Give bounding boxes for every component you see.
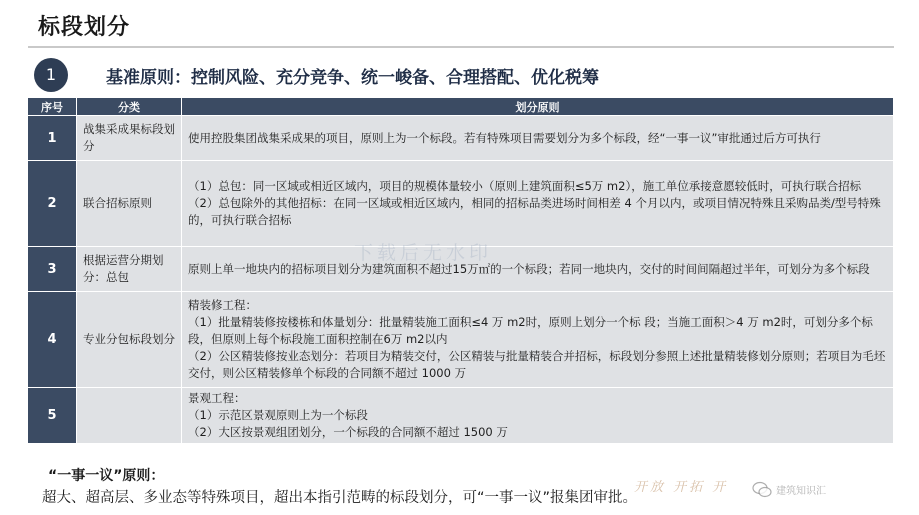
row-seq: 5 [28,388,77,444]
rule-line: 精装修工程： [188,298,257,312]
footer-title: “一事一议”原则： [48,468,165,484]
table-row [28,161,894,247]
watermark-brand-text: 建筑知识汇 [776,486,826,497]
row-seq: 1 [28,116,77,161]
section-number-badge: 1 [34,58,68,92]
rule-line: （1）示范区景观原则上为一个标段 [188,408,368,422]
table-row [28,116,894,161]
row-category: 战集采成果标段划分 [77,116,182,161]
row-category: 专业分包标段划分 [77,292,182,388]
row-rule [182,116,894,161]
section-subtitle: 基准原则：控制风险、充分竞争、统一峻备、合理搭配、优化税筹 [106,68,599,88]
rule-line: 使用控股集团战集采成果的项目，原则上为一个标段。若有特殊项目需要划分为多个标段，经“一事一议”审批通过后方可执行 [188,130,821,145]
rule-line: （2）公区精装修按业态划分：若项目为精装交付，公区精装与批量精装合并招标，标段划分参照上述批量精装修划分原则；若项目为毛坯交付，则公区精装修单个标段的合同额不超过 1000 万 [188,349,886,380]
table-row [28,388,894,444]
wechat-logo-icon [752,481,772,499]
rule-line: （2）总包除外的其他招标：在同一区域或相近区域内，相同的招标品类进场时间相差 4 个月以内，或项目情况特殊且采购品类/型号特殊的，可执行联合招标 [188,196,881,227]
table-row [28,247,894,292]
division-table [27,97,894,444]
column-header-rule: 划分原则 [182,98,894,116]
footer-text: 超大、超高层、多业态等特殊项目，超出本指引范畴的标段划分，可“一事一议”报集团审批。 [42,490,638,506]
watermark-stamp: 开放 开拓 开 [634,480,729,495]
row-rule [182,247,894,292]
rule-line: 原则上单一地块内的招标项目划分为建筑面积不超过15万㎡的一个标段；若同一地块内，交付的时间间隔超过半年，可划分为多个标段 [188,261,870,276]
row-seq: 4 [28,292,77,388]
watermark-center: 下载后无水印 [354,242,493,264]
column-header-category: 分类 [77,98,182,116]
rule-line: （1）总包：同一区域或相近区域内，项目的规模体量较小（原则上建筑面积≤5万 m2），施工单位承接意愿较低时，可执行联合招标 [188,179,862,193]
title-divider [28,46,894,48]
row-rule [182,161,894,247]
row-seq: 3 [28,247,77,292]
rule-line: （1）批量精装修按楼栋和体量划分：批量精装施工面积≤4 万 m2时，原则上划分一个标 段；当施工面积＞4 万 m2时，可划分多个标段，但原则上每个标段施工面积控制在6万 m2以内 [188,315,873,346]
row-seq: 2 [28,161,77,247]
table-row [28,292,894,388]
row-rule [182,388,894,444]
column-header-seq: 序号 [28,98,77,116]
rule-line: 景观工程： [188,391,246,405]
row-category [77,388,182,444]
rule-line: （2）大区按景观组团划分，一个标段的合同额不超过 1500 万 [188,425,508,439]
watermark-brand [752,478,872,502]
table-header-row [28,98,894,116]
row-category: 联合招标原则 [77,161,182,247]
page-title: 标段划分 [38,15,131,40]
row-category: 根据运营分期划分：总包 [77,247,182,292]
row-rule [182,292,894,388]
